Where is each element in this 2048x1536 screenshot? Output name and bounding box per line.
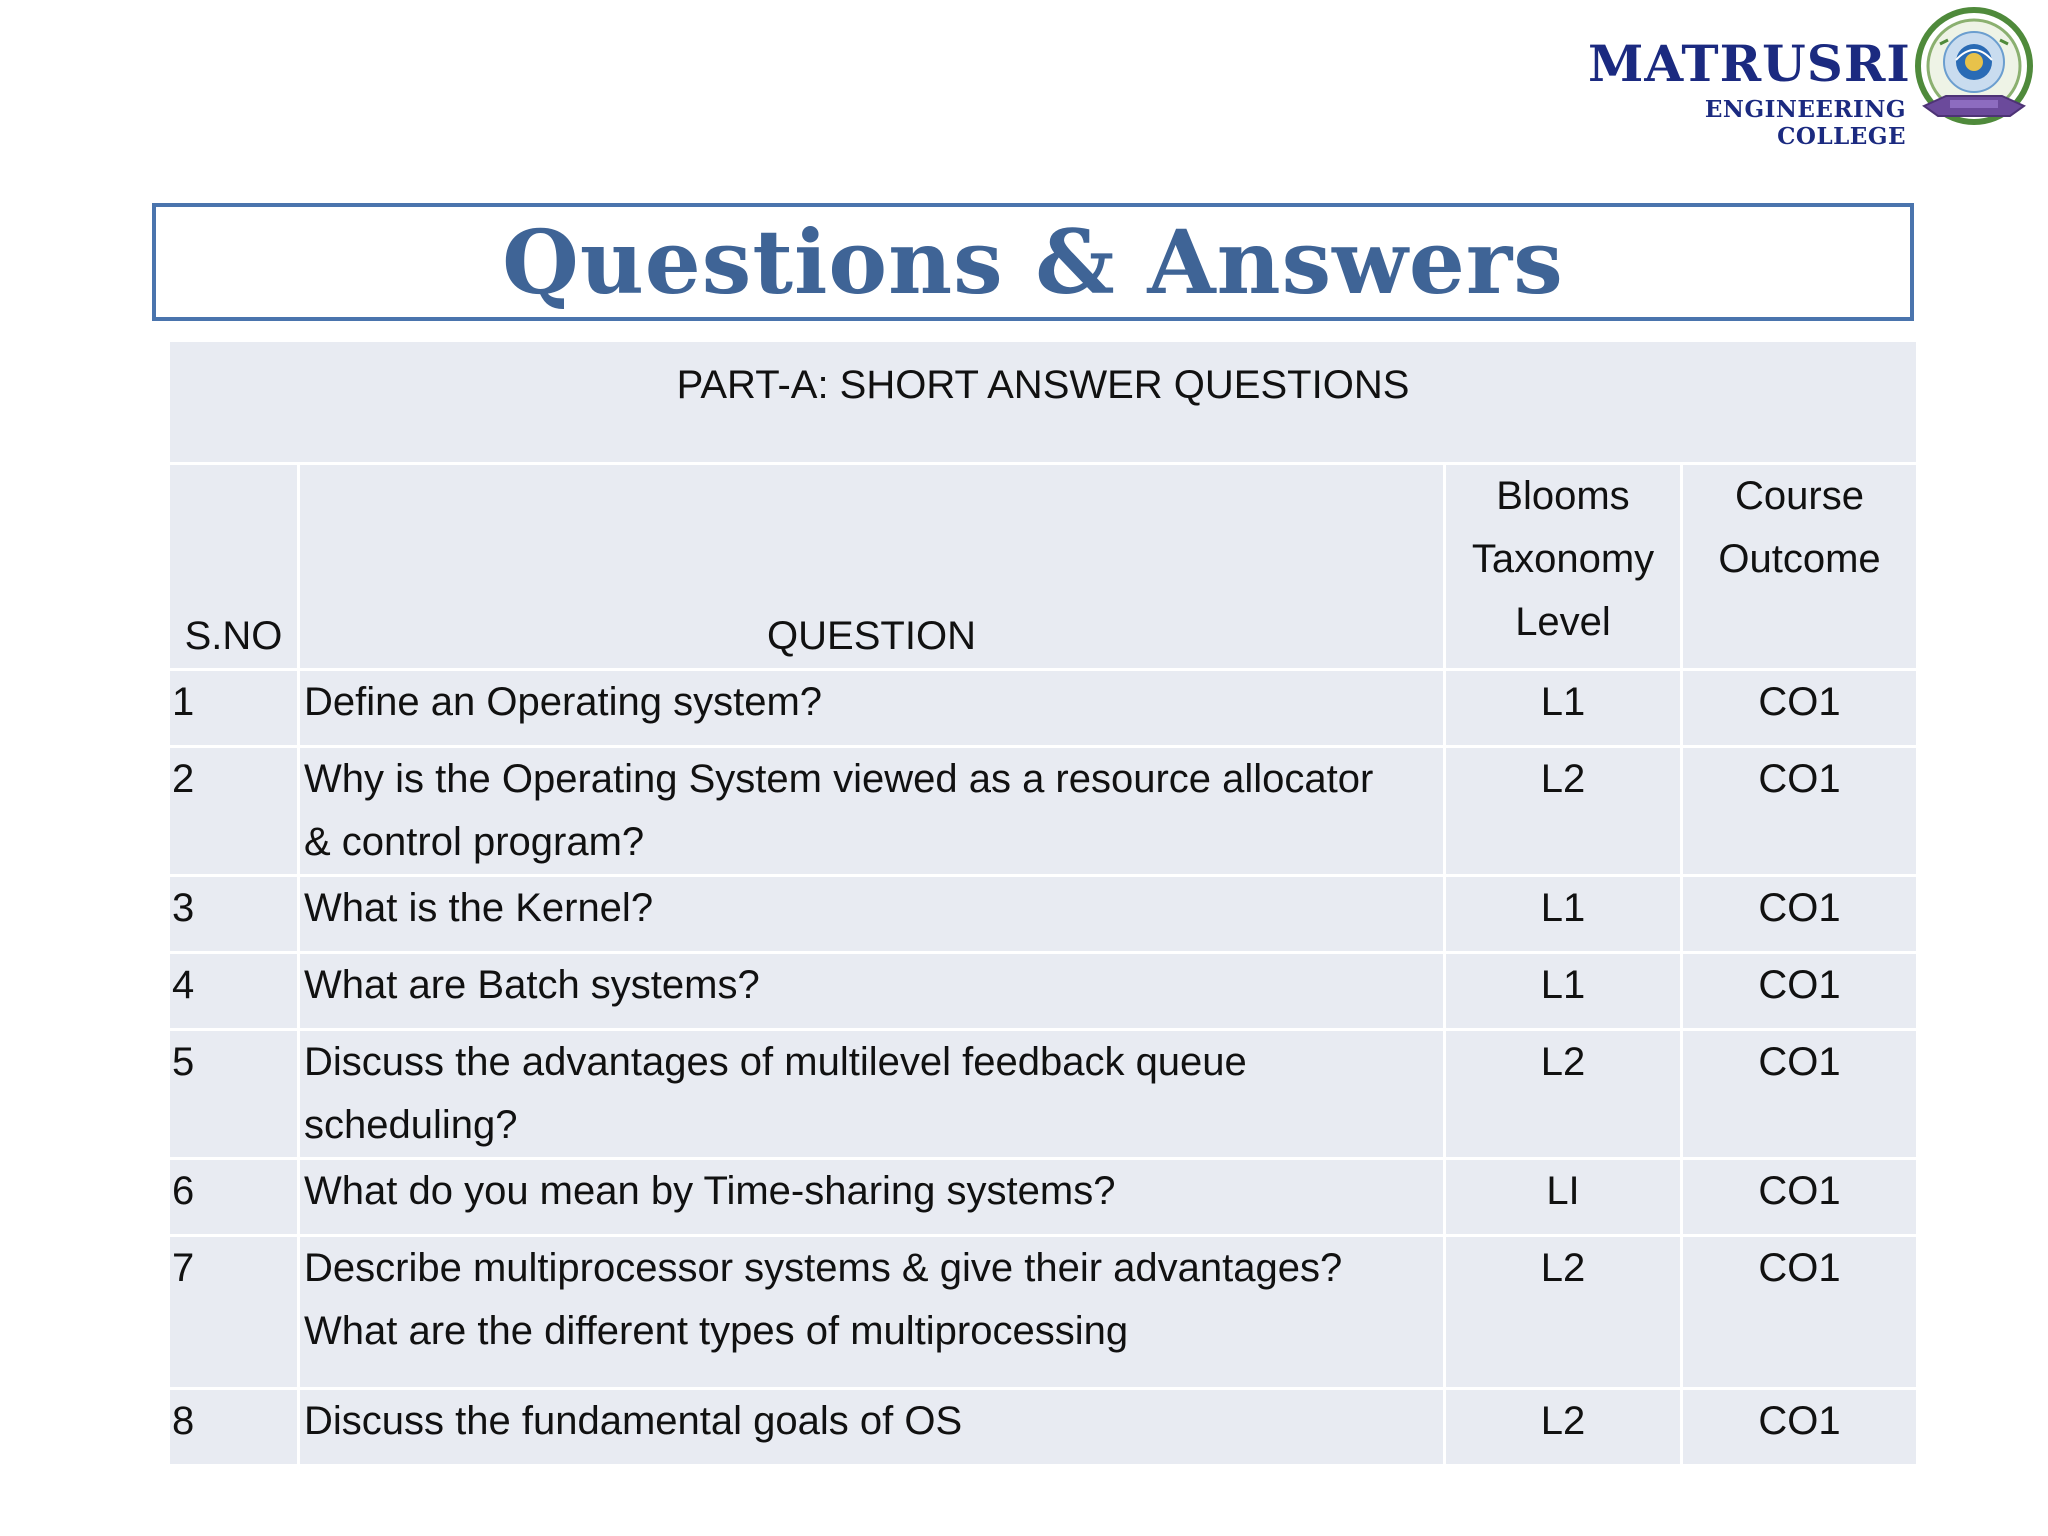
logo-subtitle: ENGINEERING COLLEGE <box>1704 96 1906 150</box>
question-line: & control program? <box>304 820 645 864</box>
row-course-outcome: CO1 <box>1683 748 1916 874</box>
header-course-line: Outcome <box>1718 537 1881 581</box>
college-logo <box>1588 4 2048 150</box>
row-sno: 4 <box>170 954 297 1028</box>
row-course-outcome: CO1 <box>1683 671 1916 745</box>
row-level: L1 <box>1446 671 1680 745</box>
question-line: Describe multiprocessor systems & give their advantages? <box>304 1246 1343 1290</box>
row-course-outcome: CO1 <box>1683 954 1916 1028</box>
row-course-outcome: CO1 <box>1683 1160 1916 1234</box>
row-sno: 8 <box>170 1390 297 1464</box>
row-question <box>300 748 1443 874</box>
row-level: LI <box>1446 1160 1680 1234</box>
header-question: QUESTION <box>300 465 1443 668</box>
row-level: L2 <box>1446 1237 1680 1387</box>
question-line: What do you mean by Time-sharing systems? <box>304 1169 1116 1213</box>
question-line: Define an Operating system? <box>304 680 823 724</box>
row-level: L2 <box>1446 1031 1680 1157</box>
header-course-outcome <box>1683 465 1916 668</box>
row-course-outcome: CO1 <box>1683 1390 1916 1464</box>
table-row <box>170 1160 1916 1234</box>
page-title: Questions & Answers <box>502 210 1564 314</box>
header-blooms <box>1446 465 1680 668</box>
row-question <box>300 1031 1443 1157</box>
header-blooms-line: Level <box>1515 600 1611 644</box>
question-line: Why is the Operating System viewed as a resource allocator <box>304 757 1374 801</box>
college-seal-icon <box>1910 4 2040 144</box>
table-part-row <box>170 342 1916 462</box>
header-blooms-line: Blooms <box>1496 474 1630 518</box>
row-level: L2 <box>1446 1390 1680 1464</box>
questions-table <box>167 339 1919 1467</box>
table-row <box>170 877 1916 951</box>
row-sno: 5 <box>170 1031 297 1157</box>
table-row <box>170 671 1916 745</box>
question-line: What is the Kernel? <box>304 886 654 930</box>
table-row <box>170 748 1916 874</box>
table-row <box>170 1237 1916 1387</box>
row-question <box>300 671 1443 745</box>
header-blooms-line: Taxonomy <box>1471 537 1655 581</box>
row-question <box>300 877 1443 951</box>
row-course-outcome: CO1 <box>1683 1237 1916 1387</box>
row-question <box>300 1160 1443 1234</box>
row-course-outcome: CO1 <box>1683 877 1916 951</box>
row-sno: 6 <box>170 1160 297 1234</box>
table-row <box>170 954 1916 1028</box>
part-heading: PART-A: SHORT ANSWER QUESTIONS <box>170 342 1916 462</box>
table-header-row <box>170 465 1916 668</box>
question-line: Discuss the fundamental goals of OS <box>304 1399 963 1443</box>
question-line: scheduling? <box>304 1103 518 1147</box>
row-sno: 2 <box>170 748 297 874</box>
question-line: Discuss the advantages of multilevel feedback queue <box>304 1040 1247 1084</box>
header-course-line: Course <box>1735 474 1864 518</box>
question-line: What are the different types of multiprocessing <box>304 1309 1129 1353</box>
question-line: What are Batch systems? <box>304 963 760 1007</box>
row-sno: 3 <box>170 877 297 951</box>
row-level: L2 <box>1446 748 1680 874</box>
row-level: L1 <box>1446 877 1680 951</box>
row-question <box>300 1390 1443 1464</box>
table-row <box>170 1031 1916 1157</box>
row-sno: 1 <box>170 671 297 745</box>
row-level: L1 <box>1446 954 1680 1028</box>
header-sno: S.NO <box>170 465 297 668</box>
row-question <box>300 954 1443 1028</box>
logo-name: MATRUSRI <box>1588 34 1911 93</box>
row-course-outcome: CO1 <box>1683 1031 1916 1157</box>
table-row <box>170 1390 1916 1464</box>
row-sno: 7 <box>170 1237 297 1387</box>
row-question <box>300 1237 1443 1387</box>
title-box <box>152 203 1914 321</box>
